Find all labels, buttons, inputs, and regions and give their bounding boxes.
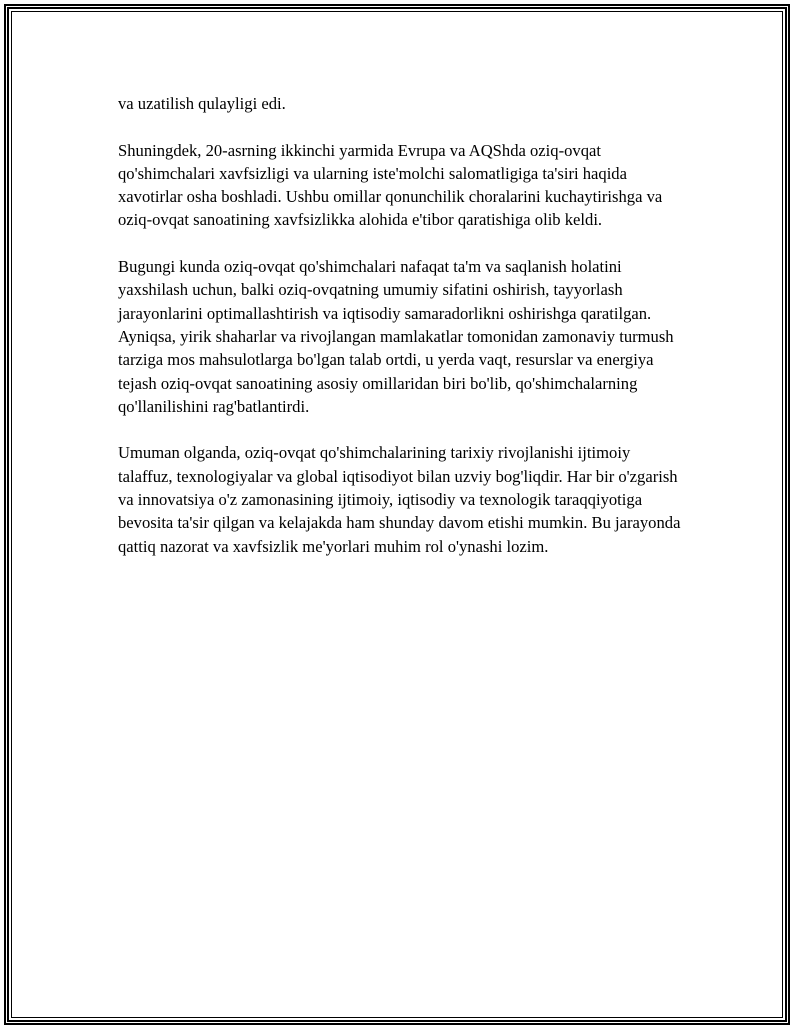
paragraph-continuation: va uzatilish qulayligi edi. [118, 94, 286, 113]
paragraph: Umuman olganda, oziq-ovqat qo'shimchalarining tarixiy rivojlanishi ijtimoiy talaffuz, texnologiyalar va global iqtisodiyot bilan uzviy bog'liqdir. Har bir o'zgarish va innovatsiya o'z zamonasining ijtimoiy, iqtisodiy va texnologik taraqqiyotiga bevosita ta'sir qilgan va kelajakda ham shunday davom etishi mumkin. Bu jarayonda qattiq nazorat va xavfsizlik me'yorlari muhim rol o'ynashi lozim. [118, 443, 681, 556]
paragraph: Bugungi kunda oziq-ovqat qo'shimchalari nafaqat ta'm va saqlanish holatini yaxshilash uchun, balki oziq-ovqatning umumiy sifatini oshirish, tayyorlash jarayonlarini optimallashtirish va iqtisodiy samaradorlikni oshirishga qaratilgan. Ayniqsa, yirik shaharlar va rivojlangan mamlakatlar tomonidan zamonaviy turmush tarziga mos mahsulotlarga bo'lgan talab ortdi, u yerda vaqt, resurslar va energiya tejash oziq-ovqat sanoatining asosiy omillaridan biri bo'lib, qo'shimchalarning qo'llanilishini rag'batlantirdi. [118, 257, 674, 416]
document-body [118, 92, 688, 581]
paragraph: Shuningdek, 20-asrning ikkinchi yarmida Evrupa va AQShda oziq-ovqat qo'shimchalari xavfsizligi va ularning iste'molchi salomatligiga ta'siri haqida xavotirlar osha boshladi. Ushbu omillar qonunchilik choralarini kuchaytirishga va oziq-ovqat sanoatining xavfsizlikka alohida e'tibor qaratishiga olib keldi. [118, 140, 663, 230]
